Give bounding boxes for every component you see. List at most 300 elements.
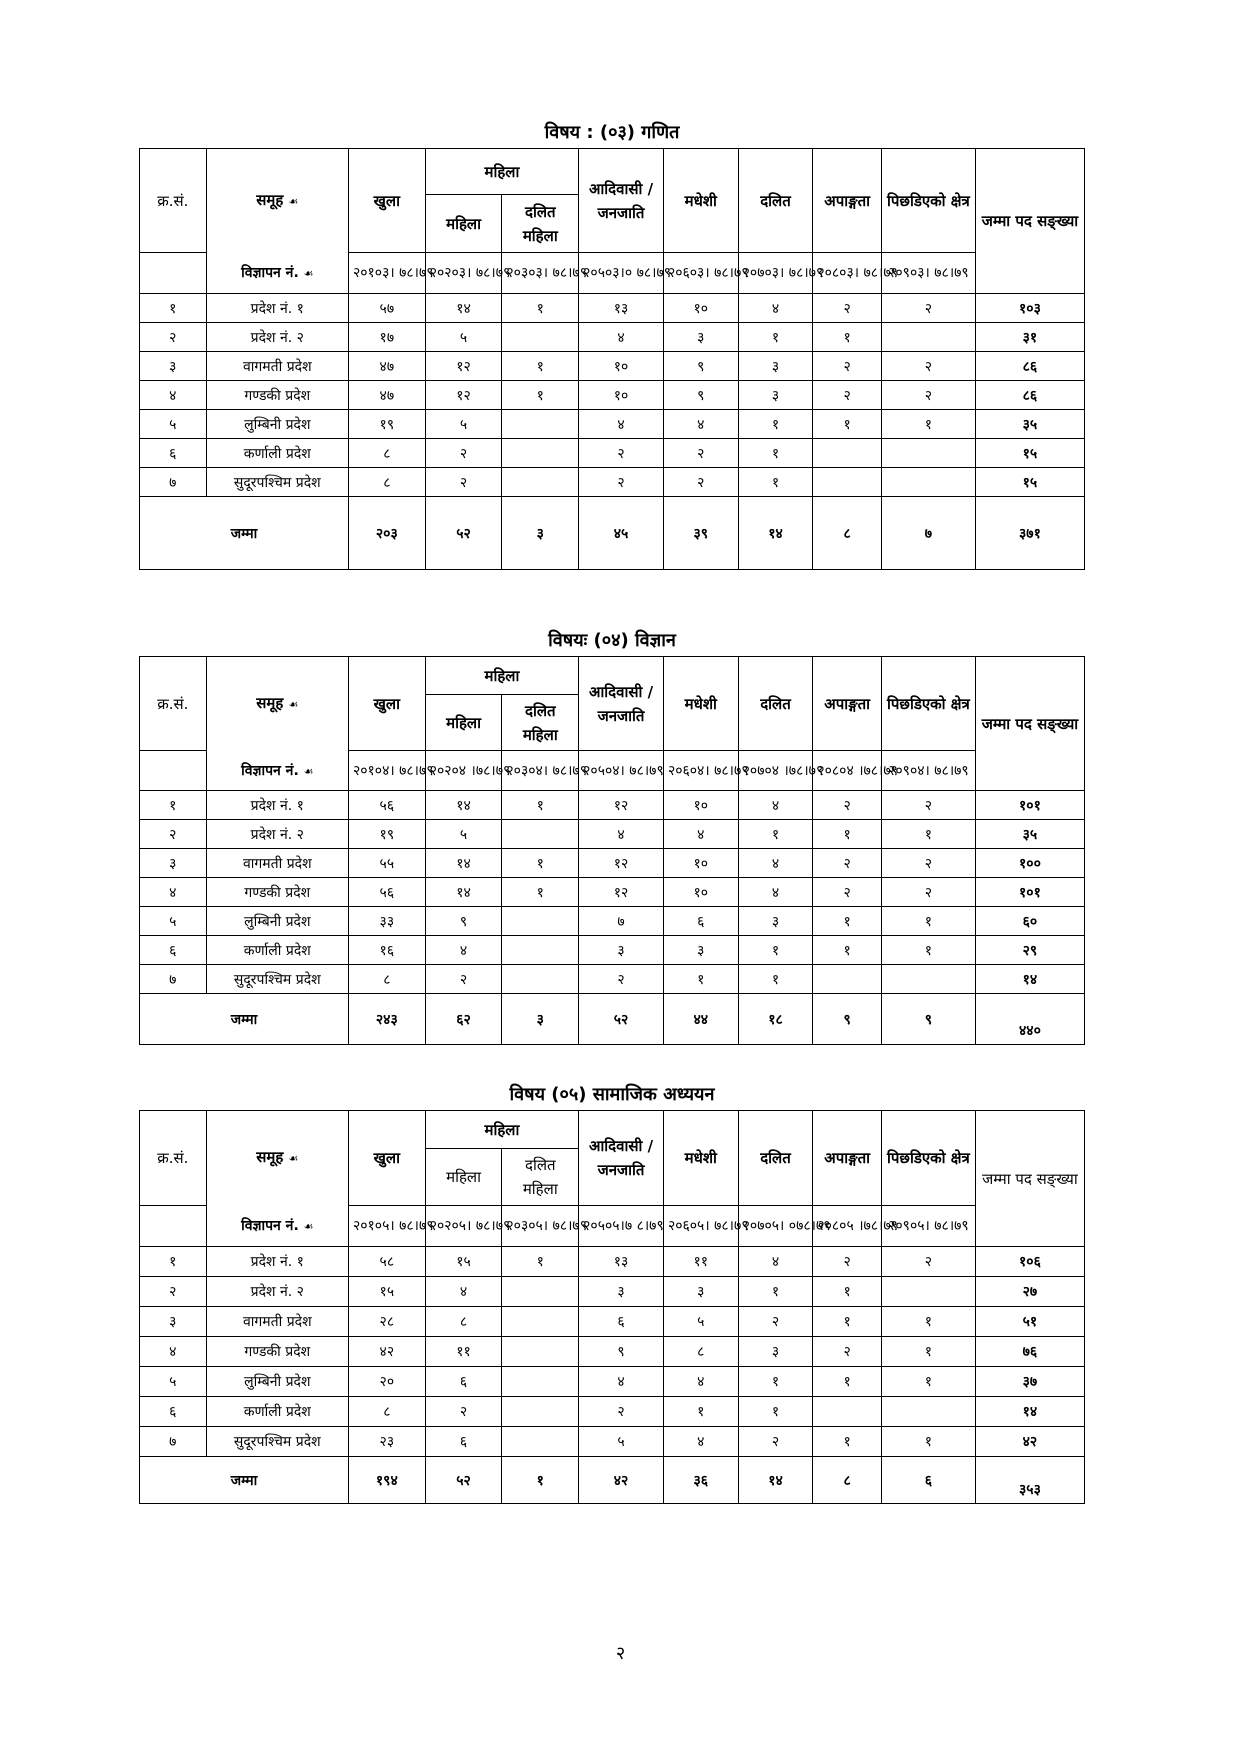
total-value: ३६	[663, 1457, 738, 1504]
province-name: प्रदेश नं. २	[206, 323, 348, 352]
value-cell: ८	[348, 468, 425, 497]
value-cell: ५६	[348, 791, 425, 820]
col-dalit-header: दलित	[738, 657, 813, 751]
col-dalit-header: दलित	[738, 149, 813, 253]
total-row	[140, 994, 1085, 1045]
total-value: १	[502, 1457, 579, 1504]
total-value: ४२	[579, 1457, 664, 1504]
value-cell: २	[738, 1427, 813, 1457]
value-cell: ८	[348, 1397, 425, 1427]
value-cell: १९	[348, 820, 425, 849]
total-value: ६२	[425, 994, 502, 1045]
value-cell: १	[813, 1427, 882, 1457]
value-cell: १	[813, 820, 882, 849]
value-cell: १२	[579, 791, 664, 820]
sn-cell: ४	[140, 1337, 207, 1367]
value-cell	[502, 1337, 579, 1367]
province-name: प्रदेश नं. १	[206, 791, 348, 820]
table-row	[140, 1307, 1085, 1337]
value-cell: ६	[579, 1307, 664, 1337]
province-name: लुम्बिनी प्रदेश	[206, 1367, 348, 1397]
sn-cell: ३	[140, 352, 207, 381]
value-cell	[881, 468, 975, 497]
row-total: ७६	[975, 1337, 1084, 1367]
value-cell: १	[502, 791, 579, 820]
value-cell: ५	[663, 1307, 738, 1337]
row-total: २७	[975, 1277, 1084, 1307]
value-cell: ८	[348, 965, 425, 994]
value-cell: १	[813, 1367, 882, 1397]
value-cell: ३	[738, 381, 813, 410]
advert-code: २०८०५ ।७८।७९	[813, 1206, 882, 1247]
value-cell: १	[502, 381, 579, 410]
value-cell: ५७	[348, 294, 425, 323]
value-cell: ५	[425, 820, 502, 849]
col-adivasi-header: आदिवासी / जनजाति	[579, 657, 664, 751]
table-row	[140, 1277, 1085, 1307]
value-cell	[881, 439, 975, 468]
table-row	[140, 1337, 1085, 1367]
value-cell	[502, 965, 579, 994]
value-cell: ३	[579, 1277, 664, 1307]
value-cell: ५	[425, 323, 502, 352]
value-cell	[502, 439, 579, 468]
page-number: २	[615, 1643, 626, 1664]
value-cell: १	[813, 1277, 882, 1307]
col-apanga-header: अपाङ्गता	[813, 1111, 882, 1206]
col-mahila-header: महिला	[425, 695, 502, 751]
sn-blank-cell	[140, 1206, 207, 1247]
value-cell: २	[663, 439, 738, 468]
total-value: ५२	[579, 994, 664, 1045]
col-apanga-header: अपाङ्गता	[813, 149, 882, 253]
value-cell: ४	[663, 1427, 738, 1457]
value-cell: ४	[738, 878, 813, 907]
value-cell: १	[663, 965, 738, 994]
value-cell: १३	[579, 1247, 664, 1277]
province-name: कर्णाली प्रदेश	[206, 439, 348, 468]
science-table	[139, 656, 1085, 1045]
value-cell: ९	[425, 907, 502, 936]
value-cell: २३	[348, 1427, 425, 1457]
value-cell: २	[881, 849, 975, 878]
row-total: ८६	[975, 381, 1084, 410]
value-cell: ४	[579, 323, 664, 352]
col-sn-header: क्र.सं.	[140, 1111, 207, 1206]
sn-cell: २	[140, 1277, 207, 1307]
value-cell: २	[738, 1307, 813, 1337]
value-cell	[502, 410, 579, 439]
row-total: १४	[975, 1397, 1084, 1427]
value-cell: २	[425, 468, 502, 497]
value-cell: १	[813, 936, 882, 965]
total-value: ५२	[425, 1457, 502, 1504]
value-cell: १२	[425, 381, 502, 410]
value-cell: २	[425, 439, 502, 468]
col-sn-header: क्र.सं.	[140, 657, 207, 751]
col-group-header: समूह ☙	[206, 1111, 348, 1206]
sn-cell: ३	[140, 1307, 207, 1337]
sn-cell: ७	[140, 1427, 207, 1457]
province-name: कर्णाली प्रदेश	[206, 1397, 348, 1427]
value-cell: १	[502, 294, 579, 323]
total-value: ३	[502, 497, 579, 570]
value-cell: ३	[663, 936, 738, 965]
value-cell: १	[881, 1307, 975, 1337]
value-cell: ६	[425, 1427, 502, 1457]
total-value: ३९	[663, 497, 738, 570]
value-cell	[881, 1277, 975, 1307]
advert-code: २०५०३।० ७८।७९	[579, 253, 664, 294]
value-cell: १६	[348, 936, 425, 965]
value-cell: १	[813, 410, 882, 439]
table-row	[140, 294, 1085, 323]
value-cell: २	[813, 791, 882, 820]
advert-code: २०७०३। ७८।७९	[738, 253, 813, 294]
value-cell: १०	[663, 294, 738, 323]
province-name: प्रदेश नं. १	[206, 1247, 348, 1277]
value-cell: १	[738, 1277, 813, 1307]
value-cell: १	[502, 849, 579, 878]
value-cell: १०	[663, 849, 738, 878]
value-cell: १	[502, 878, 579, 907]
value-cell: १	[502, 352, 579, 381]
advert-code: २०६०३। ७८।७९	[663, 253, 738, 294]
value-cell	[502, 907, 579, 936]
value-cell: २	[881, 1247, 975, 1277]
value-cell: ४	[738, 294, 813, 323]
table-row	[140, 878, 1085, 907]
province-name: वागमती प्रदेश	[206, 352, 348, 381]
table-row	[140, 352, 1085, 381]
sn-cell: ५	[140, 1367, 207, 1397]
value-cell: २०	[348, 1367, 425, 1397]
col-adivasi-header: आदिवासी / जनजाति	[579, 1111, 664, 1206]
total-value: ५२	[425, 497, 502, 570]
value-cell: १२	[579, 849, 664, 878]
value-cell	[502, 1367, 579, 1397]
value-cell: १०	[663, 878, 738, 907]
value-cell: १२	[425, 352, 502, 381]
total-label: जम्मा	[140, 497, 349, 570]
row-total: ३५	[975, 820, 1084, 849]
value-cell: १४	[425, 878, 502, 907]
value-cell: १	[738, 323, 813, 352]
table-row	[140, 381, 1085, 410]
row-total: ३७	[975, 1367, 1084, 1397]
total-value: १४	[738, 497, 813, 570]
advert-code: २०६०५। ७८।७९	[663, 1206, 738, 1247]
col-pichhadiyeko-header: पिछडिएको क्षेत्र	[881, 149, 975, 253]
advert-code: २०७०४ ।७८।७९	[738, 751, 813, 791]
total-value: २०३	[348, 497, 425, 570]
table-row	[140, 791, 1085, 820]
row-total: ८६	[975, 352, 1084, 381]
sn-cell: ७	[140, 468, 207, 497]
advert-code: २०१०४। ७८।७९	[348, 751, 425, 791]
row-total: १५	[975, 468, 1084, 497]
row-total: ६०	[975, 907, 1084, 936]
value-cell: १	[738, 468, 813, 497]
value-cell: ९	[663, 381, 738, 410]
value-cell: १	[881, 936, 975, 965]
table-row	[140, 468, 1085, 497]
sn-cell: ४	[140, 878, 207, 907]
value-cell	[502, 468, 579, 497]
value-cell: ५	[425, 410, 502, 439]
advert-code: २०९०४। ७८।७९	[881, 751, 975, 791]
total-value: १४	[738, 1457, 813, 1504]
value-cell: १	[502, 1247, 579, 1277]
row-total: ५१	[975, 1307, 1084, 1337]
value-cell: २	[813, 878, 882, 907]
math-table	[139, 148, 1085, 570]
value-cell: ९	[663, 352, 738, 381]
sn-cell: ६	[140, 1397, 207, 1427]
value-cell: ४७	[348, 381, 425, 410]
col-apanga-header: अपाङ्गता	[813, 657, 882, 751]
sn-cell: ४	[140, 381, 207, 410]
table-row	[140, 936, 1085, 965]
value-cell: ४	[579, 410, 664, 439]
province-name: लुम्बिनी प्रदेश	[206, 410, 348, 439]
col-mahila-group-header: महिला	[425, 149, 578, 195]
social-studies-table	[139, 1110, 1085, 1504]
value-cell: १५	[348, 1277, 425, 1307]
advert-code: २०३०४। ७८।७९	[502, 751, 579, 791]
table-row	[140, 1427, 1085, 1457]
value-cell	[813, 965, 882, 994]
value-cell: ४	[663, 1367, 738, 1397]
col-khula-header: खुला	[348, 149, 425, 253]
advert-code: २०३०५। ७८।७९	[502, 1206, 579, 1247]
value-cell: ५८	[348, 1247, 425, 1277]
sn-blank-cell	[140, 751, 207, 791]
value-cell: २	[579, 439, 664, 468]
value-cell	[502, 936, 579, 965]
row-total: ३५	[975, 410, 1084, 439]
social-studies-title: विषय (०५) सामाजिक अध्ययन	[509, 1084, 715, 1105]
value-cell: ४	[579, 1367, 664, 1397]
col-group-header: समूह ☙	[206, 657, 348, 751]
value-cell: २	[813, 1337, 882, 1367]
col-mahila-group-header: महिला	[425, 657, 578, 695]
advert-code: २०५०५।७ ८।७९	[579, 1206, 664, 1247]
table-row	[140, 323, 1085, 352]
value-cell: १४	[425, 849, 502, 878]
row-total: २९	[975, 936, 1084, 965]
province-name: प्रदेश नं. २	[206, 1277, 348, 1307]
value-cell: २	[813, 849, 882, 878]
value-cell: ६	[663, 907, 738, 936]
total-label: जम्मा	[140, 994, 349, 1045]
value-cell: ४	[425, 936, 502, 965]
advert-code: २०९०५। ७८।७९	[881, 1206, 975, 1247]
value-cell: १	[663, 1397, 738, 1427]
row-total: १००	[975, 849, 1084, 878]
value-cell: १	[881, 1367, 975, 1397]
value-cell: ५५	[348, 849, 425, 878]
value-cell: २	[663, 468, 738, 497]
value-cell: २	[813, 352, 882, 381]
advert-code: २०१०५। ७८।७९	[348, 1206, 425, 1247]
total-value: ८	[813, 497, 882, 570]
province-name: गण्डकी प्रदेश	[206, 381, 348, 410]
sn-cell: १	[140, 791, 207, 820]
sn-cell: ३	[140, 849, 207, 878]
table-row	[140, 410, 1085, 439]
province-name: सुदूरपश्चिम प्रदेश	[206, 965, 348, 994]
row-total: १४	[975, 965, 1084, 994]
province-name: कर्णाली प्रदेश	[206, 936, 348, 965]
advert-code: २०१०३। ७८।७९	[348, 253, 425, 294]
total-value: २४३	[348, 994, 425, 1045]
value-cell: १	[881, 410, 975, 439]
value-cell: ४	[663, 820, 738, 849]
col-mahila-group-header: महिला	[425, 1111, 578, 1149]
value-cell: ४	[738, 1247, 813, 1277]
advert-code: २०२०३। ७८।७९	[425, 253, 502, 294]
value-cell: ३	[738, 907, 813, 936]
col-khula-header: खुला	[348, 1111, 425, 1206]
col-dalit-header: दलित	[738, 1111, 813, 1206]
province-name: वागमती प्रदेश	[206, 1307, 348, 1337]
value-cell: २	[881, 878, 975, 907]
value-cell: ४७	[348, 352, 425, 381]
value-cell: ३	[663, 323, 738, 352]
row-total: १५	[975, 439, 1084, 468]
sn-cell: २	[140, 820, 207, 849]
row-total: १०१	[975, 878, 1084, 907]
value-cell: ४	[663, 410, 738, 439]
province-name: प्रदेश नं. १	[206, 294, 348, 323]
col-khula-header: खुला	[348, 657, 425, 751]
sn-cell: २	[140, 323, 207, 352]
advert-code: २०२०४ ।७८।७९	[425, 751, 502, 791]
advert-code: २०६०४। ७८।७९	[663, 751, 738, 791]
value-cell: १०	[663, 791, 738, 820]
col-total-posts-header: जम्मा पद सङ्ख्या	[975, 149, 1084, 294]
sn-cell: १	[140, 294, 207, 323]
math-title: विषय : (०३) गणित	[544, 122, 680, 143]
province-name: वागमती प्रदेश	[206, 849, 348, 878]
value-cell: २	[425, 965, 502, 994]
value-cell: ४	[425, 1277, 502, 1307]
province-name: लुम्बिनी प्रदेश	[206, 907, 348, 936]
value-cell: २	[579, 1397, 664, 1427]
value-cell	[813, 439, 882, 468]
value-cell: ३	[738, 1337, 813, 1367]
col-mahila-header: महिला	[425, 1149, 502, 1206]
row-total: १०६	[975, 1247, 1084, 1277]
value-cell: १	[881, 1337, 975, 1367]
value-cell: २	[579, 965, 664, 994]
advert-code: २०८०४ ।७८।७९	[813, 751, 882, 791]
advert-code: २०९०३। ७८।७९	[881, 253, 975, 294]
advert-code: २०८०३। ७८।७९	[813, 253, 882, 294]
value-cell: ४	[738, 791, 813, 820]
table-row	[140, 849, 1085, 878]
grand-total: ३५३	[975, 1457, 1084, 1504]
province-name: गण्डकी प्रदेश	[206, 878, 348, 907]
value-cell: ४	[738, 849, 813, 878]
value-cell: १३	[579, 294, 664, 323]
table-row	[140, 1247, 1085, 1277]
value-cell: १	[738, 410, 813, 439]
advert-code: २०३०३। ७८।७९	[502, 253, 579, 294]
value-cell: १४	[425, 294, 502, 323]
value-cell	[881, 323, 975, 352]
col-madhesi-header: मधेशी	[663, 1111, 738, 1206]
total-value: १९४	[348, 1457, 425, 1504]
value-cell	[502, 323, 579, 352]
row-total: ४२	[975, 1427, 1084, 1457]
table-row	[140, 907, 1085, 936]
total-value: ७	[881, 497, 975, 570]
value-cell: १	[881, 907, 975, 936]
total-value: ४५	[579, 497, 664, 570]
sn-cell: ७	[140, 965, 207, 994]
value-cell: २	[881, 791, 975, 820]
science-title: विषयः (०४) विज्ञान	[548, 630, 676, 651]
value-cell	[502, 1397, 579, 1427]
value-cell: १	[813, 323, 882, 352]
value-cell	[502, 1277, 579, 1307]
value-cell: १	[738, 1367, 813, 1397]
total-value: ३	[502, 994, 579, 1045]
table-row	[140, 965, 1085, 994]
advert-no-label: विज्ञापन नं. ☙	[206, 1206, 348, 1247]
value-cell: १	[738, 439, 813, 468]
col-dalit-mahila-header: दलित महिला	[502, 195, 579, 253]
col-pichhadiyeko-header: पिछडिएको क्षेत्र	[881, 1111, 975, 1206]
value-cell	[881, 1397, 975, 1427]
advert-no-label: विज्ञापन नं. ☙	[206, 751, 348, 791]
value-cell: ४२	[348, 1337, 425, 1367]
value-cell: १९	[348, 410, 425, 439]
value-cell: ११	[663, 1247, 738, 1277]
row-total: १०३	[975, 294, 1084, 323]
total-value: ९	[881, 994, 975, 1045]
sn-cell: ५	[140, 410, 207, 439]
value-cell: ५	[579, 1427, 664, 1457]
col-dalit-mahila-header: दलित महिला	[502, 1149, 579, 1206]
value-cell: ११	[425, 1337, 502, 1367]
value-cell: १	[813, 1307, 882, 1337]
total-value: ९	[813, 994, 882, 1045]
value-cell	[502, 820, 579, 849]
col-group-header: समूह ☙	[206, 149, 348, 253]
col-adivasi-header: आदिवासी / जनजाति	[579, 149, 664, 253]
value-cell: ७	[579, 907, 664, 936]
sn-cell: ५	[140, 907, 207, 936]
value-cell: १	[738, 936, 813, 965]
row-total: १०१	[975, 791, 1084, 820]
col-madhesi-header: मधेशी	[663, 657, 738, 751]
table-row	[140, 820, 1085, 849]
value-cell: ३३	[348, 907, 425, 936]
value-cell: ५६	[348, 878, 425, 907]
value-cell	[502, 1307, 579, 1337]
value-cell: २	[813, 1247, 882, 1277]
value-cell: १७	[348, 323, 425, 352]
value-cell: १०	[579, 352, 664, 381]
total-label: जम्मा	[140, 1457, 349, 1504]
value-cell: २	[881, 294, 975, 323]
province-name: सुदूरपश्चिम प्रदेश	[206, 468, 348, 497]
value-cell	[502, 1427, 579, 1457]
total-value: ६	[881, 1457, 975, 1504]
